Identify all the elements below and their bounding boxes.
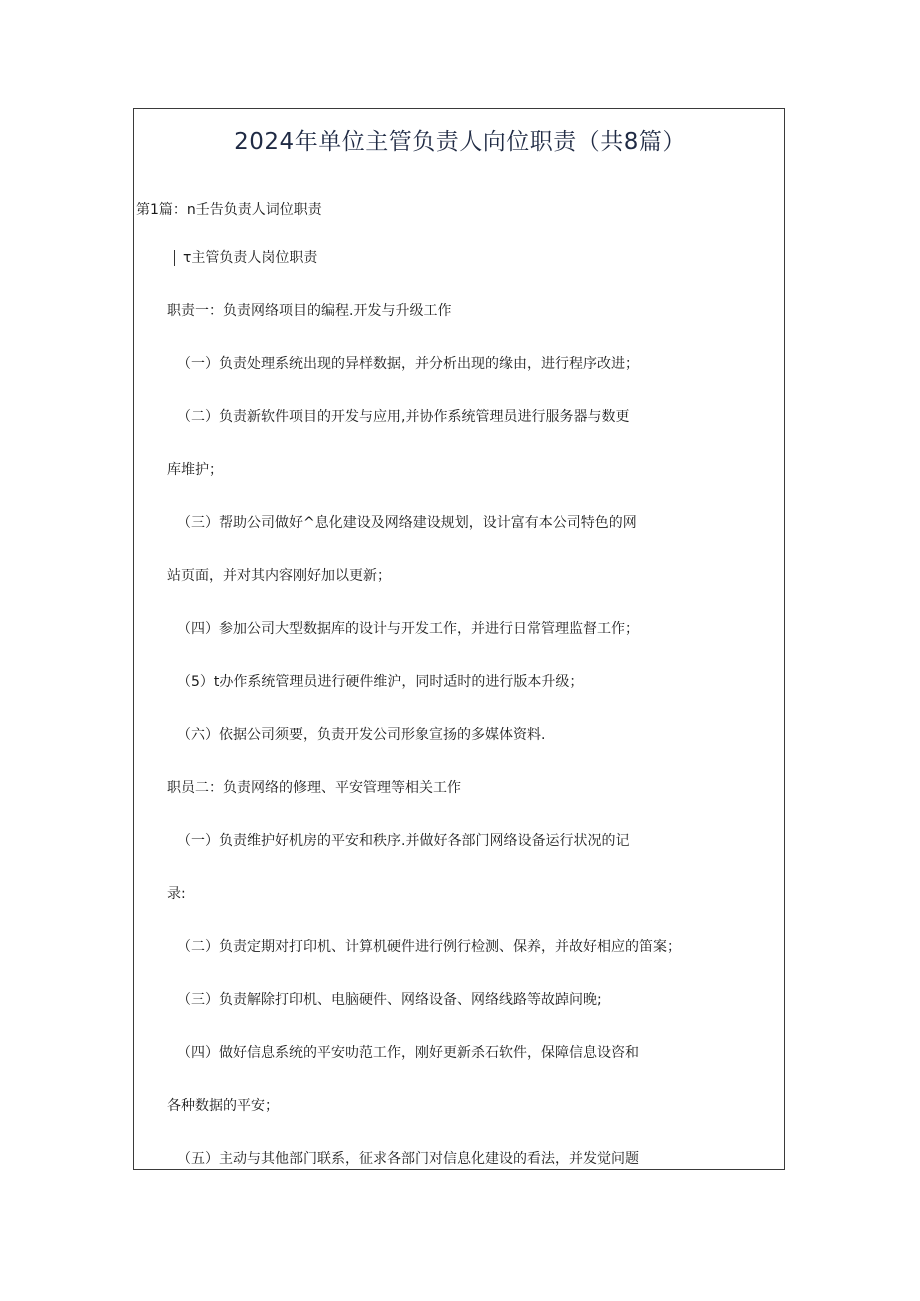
- document-frame: [133, 108, 785, 1170]
- paragraph-line: （二）负责新软件项目的开发与应用,并协作系统管理员进行服务器与数更: [177, 409, 630, 425]
- paragraph-line: （六）依据公司须要，负责开发公司形象宣扬的多媒体资料.: [177, 727, 546, 743]
- duty-heading-2: 职员二：负责网络的修理、平安管理等相关工作: [167, 780, 461, 796]
- paragraph-line: （三）帮助公司做好^息化建设及网络建设规划，设计富有本公司特色的网: [177, 515, 637, 531]
- subheading: [174, 249, 317, 267]
- paragraph-line: （一）负责维护好机房的平安和秩序.并做好各部门网络设备运行状况的记: [177, 833, 630, 849]
- paragraph-line: （五）主动与其他部门联系，征求各部门对信息化建设的看法，并发觉问题: [177, 1151, 639, 1167]
- duty-heading-1: 职责一：负责网络项目的编程.开发与升级工作: [167, 303, 452, 319]
- paragraph-line: （三）负责解除打印机、电脑硬件、网络设备、网络线路等故踔问晚;: [177, 992, 602, 1008]
- paragraph-line: （一）负责处理系统出现的异样数据，并分析出现的缘由，进行程序改进；: [177, 356, 639, 372]
- paragraph-line: （四）参加公司大型数据库的设计与开发工作，并进行日常管理监督工作；: [177, 621, 639, 637]
- paragraph-line: （四）做好信息系统的平安叻范工作，刚好更新杀石软件，保障信息设咨和: [177, 1045, 639, 1061]
- paragraph-line: 各种数据的平安；: [167, 1098, 279, 1114]
- paragraph-line: 录:: [167, 886, 186, 902]
- paragraph-line: 站页面，并对其内容刚好加以更新；: [167, 568, 391, 584]
- paragraph-line: 库堆护；: [167, 462, 223, 478]
- margin-bar: [174, 250, 175, 266]
- subheading-text: τ主管负责人岗位职责: [183, 250, 318, 266]
- paragraph-line: （二）负责定期对打印机、计算机硬件进行例行检测、保养，并故好相应的笛案；: [177, 939, 681, 955]
- section-heading: 第1篇：n壬告负责人词位职责: [136, 202, 322, 218]
- paragraph-line: （5）t办作系统管理员进行硬件维沪，同时适时的进行版本升级；: [177, 674, 584, 690]
- document-title: 2024年单位主管负责人向位职责（共8篇）: [234, 129, 686, 155]
